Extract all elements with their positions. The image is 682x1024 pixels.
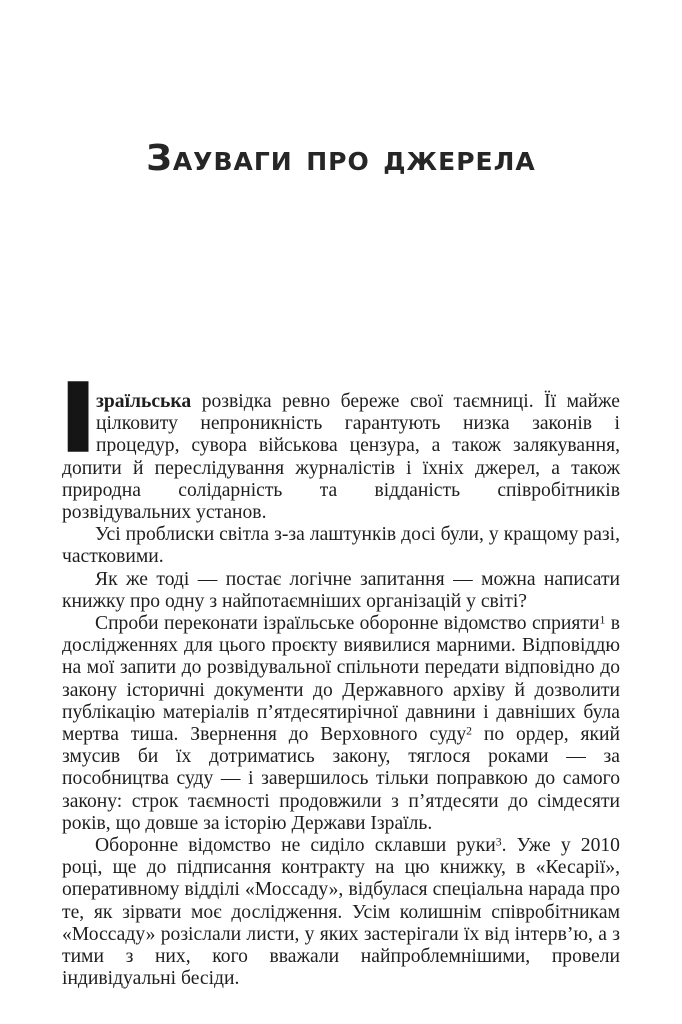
chapter-title: Зауваги про джерела	[146, 138, 536, 179]
paragraph-text: Спроби переконати ізраїльське оборонне відомство сприяти	[95, 613, 600, 635]
paragraph-text: Оборонне відомство не сиділо склавши руки	[95, 835, 496, 857]
paragraph	[62, 835, 620, 990]
footnote-ref-1: 1	[599, 613, 606, 627]
drop-cap-spacer	[62, 391, 96, 451]
paragraph-text: розвідка ревно береже свої таємниці. Її майже цілковиту непроникність гарантують низка законів і процедур, сувора військова цензура, а також залякування, допити й переслідування журналістів і їхніх джерел, а також природна солідарність та відданість співробітників розвідувальних установ.	[62, 391, 620, 524]
paragraph	[62, 613, 620, 835]
paragraph-text: . Уже у 2010 році, ще до підписання контракту на цю книжку, в «Кесарії», оперативному відділі «Моссаду», відбулася спеціальна нарада про те, як зірвати моє дослідження. Усім колишнім співробітникам «Моссаду» розіслали листи, у яких застерігали їх від інтерв’ю, а з тими з них, кого вважали найпроблемнішими, провели індивідуальні бесіди.	[62, 835, 620, 990]
drop-cap-letter-i: І	[61, 365, 96, 472]
body-text	[62, 391, 620, 990]
paragraph-text: Усі проблиски світла з-за лаштунків досі були, у кращому разі, частковими.	[62, 524, 620, 568]
paragraph-text: Як же тоді — постає логічне запитання — можна написати книжку про одну з найпотаємніших організацій у світі?	[62, 568, 620, 612]
paragraph-text: по ордер, який змусив би їх дотриматись закону, тяглося роками — за пособництва суду — і завершилось тільки поправкою до самого закону: строк таємності продовжили з п’ятдесяти до сімдесяти років, що довше за історію Держави Ізраїль.	[62, 724, 620, 834]
paragraph-opening	[62, 391, 620, 524]
paragraph-text: в дослідженнях для цього проєкту виявилися марними. Відповіддю на мої запити до розвідувальної спільноти передати відповідно до закону історичні документи до Державного архіву й дозволити публікацію матеріалів п’ятдесятирічної давнини і давніших була мертва тиша. Звернення до Верховного суду	[62, 613, 620, 746]
footnote-ref-2: 2	[466, 724, 473, 738]
paragraph	[62, 524, 620, 568]
paragraph	[62, 569, 620, 613]
opening-bold-word: зраїльська	[96, 391, 192, 412]
footnote-ref-3: 3	[495, 835, 502, 849]
